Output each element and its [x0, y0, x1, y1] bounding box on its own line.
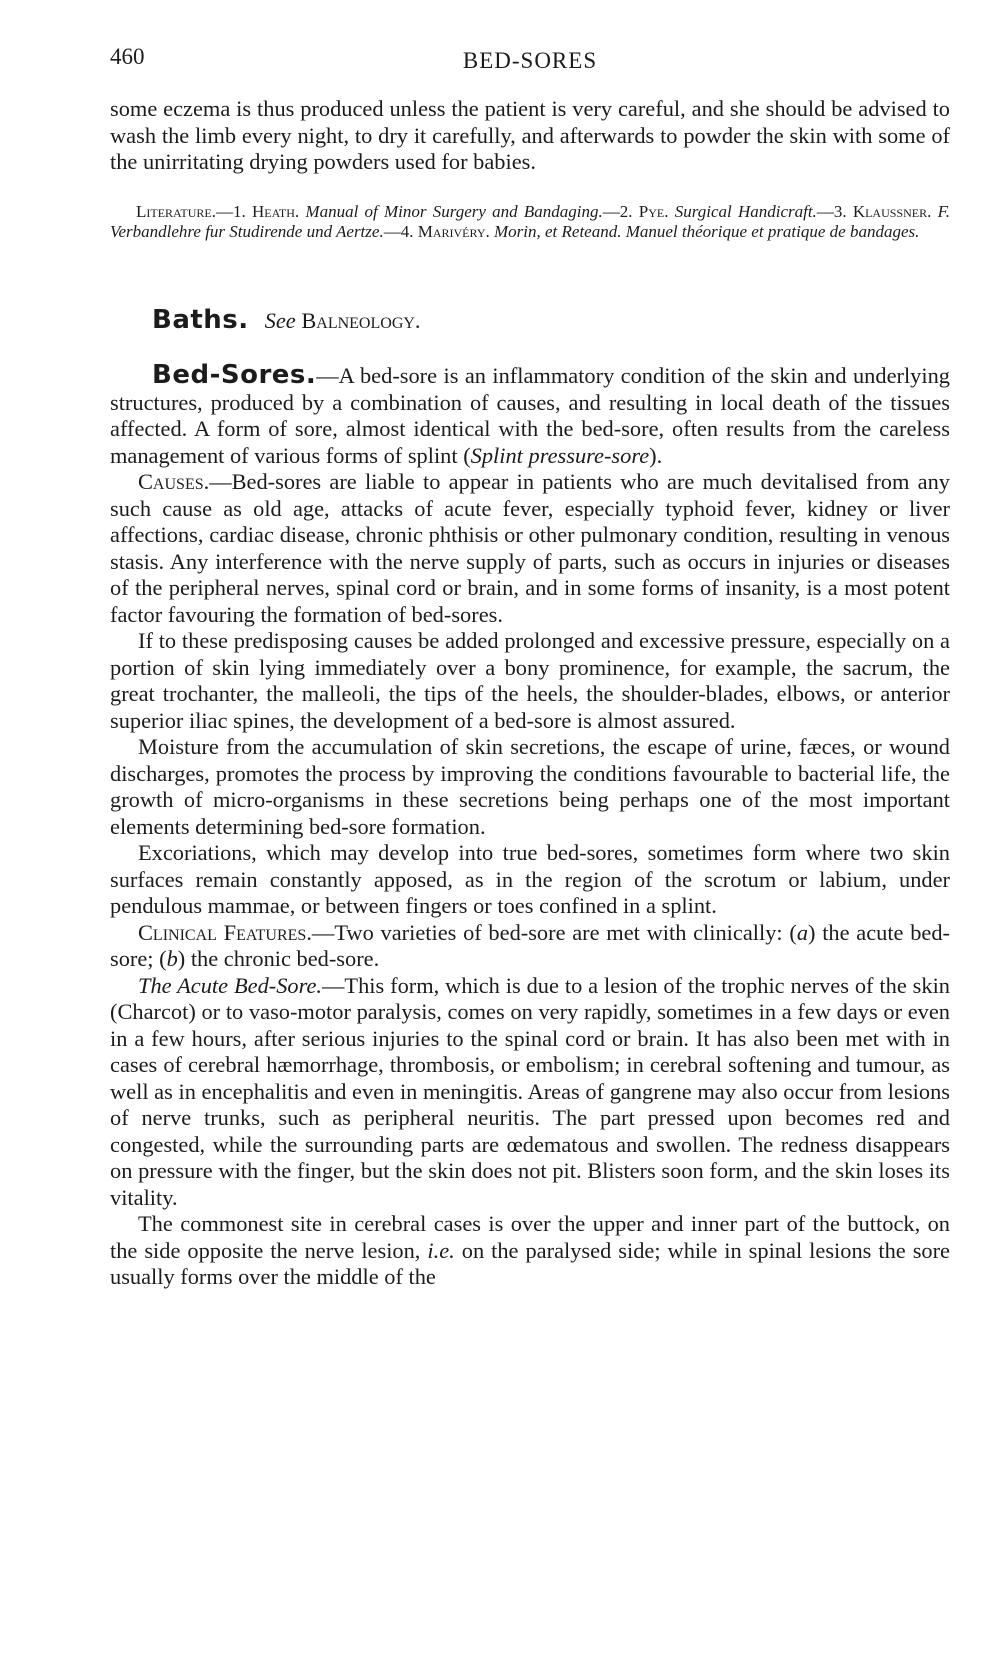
literature-ref-3-num: —3. — [816, 201, 847, 221]
acute-bedsore-label: The Acute Bed-Sore. — [138, 972, 323, 998]
commonest-site-text-2: on the paralysed side; while in spinal lesions the sore usually forms over the middle of the — [110, 1237, 950, 1289]
commonest-site-paragraph — [110, 1211, 950, 1291]
commonest-site-ie: i.e. — [427, 1237, 455, 1263]
literature-ref-4-title: Manuel théorique et pratique de bandages. — [625, 222, 920, 241]
literature-ref-1-author: Heath. — [251, 201, 300, 221]
clinical-marker-b: b — [166, 946, 178, 971]
causes-text: —Bed-sores are liable to appear in patients who are much devitalised from any such cause as old age, attacks of acute fever, especially typhoid fever, kidney or liver affections, cardiac disease, chronic phthisis or other pulmonary condition, resulting in venous stasis. Any interference with the nerve supply of parts, such as occurs in injuries or diseases of the peripheral nerves, spinal cord or brain, and in some forms of insanity, is a most potent factor favouring the formation of bed-sores. — [110, 469, 950, 627]
clinical-text-1: —Two varieties of bed-sore are met with clinically: ( — [311, 919, 797, 945]
acute-bedsore-paragraph — [110, 973, 950, 1212]
entry-baths — [110, 304, 950, 335]
literature-ref-1-num: —1. — [215, 201, 246, 221]
clinical-features-paragraph — [110, 920, 950, 973]
book-page — [110, 42, 950, 1291]
literature-ref-2-num: —2. — [602, 201, 633, 221]
acute-bedsore-text: —This form, which is due to a lesion of the trophic nerves of the skin (Charcot) or to vaso-motor paralysis, comes on very rapidly, sometimes in a few days or even in a few hours, after serious injuries to the spinal cord or brain. It has also been met with in cases of cerebral hæmorrhage, thrombosis, or embolism; in cerebral softening and tumour, as well as in encephalitis and even in meningitis. Areas of gangrene may also occur from lesions of nerve trunks, such as peripheral neuritis. The part pressed upon becomes red and congested, while the surrounding parts are œdematous and swollen. The redness disappears on pressure with the finger, but the skin does not pit. Blisters soon form, and the skin loses its vitality. — [110, 972, 950, 1210]
entry-bedsores-intro — [110, 362, 950, 469]
opening-paragraph: some eczema is thus produced unless the patient is very careful, and she should be advised to wash the limb every night, to dry it carefully, and afterwards to powder the skin with some of the unirritating drying powders used for babies. — [110, 96, 950, 174]
literature-label: Literature. — [136, 201, 216, 221]
clinical-text-3: ) the chronic bed-sore. — [177, 946, 380, 971]
cross-reference-balneology: Balneology. — [301, 307, 421, 333]
literature-ref-2-author: Pye. — [638, 201, 669, 221]
clinical-marker-a: a — [796, 919, 809, 945]
page-number: 460 — [110, 44, 145, 69]
clinical-features-label: Clinical Features. — [138, 919, 312, 945]
running-title: BED-SORES — [462, 48, 598, 73]
literature-ref-3-title: F. Verbandlehre fur Studirende und Aertze. — [110, 201, 951, 241]
literature-references — [110, 202, 950, 243]
literature-ref-4-num: —4. — [383, 222, 414, 241]
clinical-text-2: ) the acute bed-sore; ( — [110, 919, 950, 971]
entry-heading-baths: Baths. — [152, 304, 249, 335]
literature-ref-4-author: Marivéry. — [417, 222, 490, 241]
excoriations-paragraph: Excoriations, which may develop into true bed-sores, sometimes form where two skin surfaces remain constantly apposed, as in the region of the scrotum or labium, under pendulous mammae, or between fingers or toes confined in a splint. — [110, 840, 950, 918]
causes-paragraph — [110, 469, 950, 628]
literature-ref-4-author-suffix: Morin, et Reteand. — [494, 222, 622, 241]
bedsores-definition-end: ). — [649, 442, 663, 468]
causes-label: Causes. — [138, 469, 210, 494]
literature-ref-2-title: Surgical Handicraft. — [674, 201, 817, 221]
literature-ref-3-author: Klaussner. — [852, 201, 932, 221]
predisposing-paragraph: If to these predisposing causes be added prolonged and excessive pressure, especially on a portion of skin lying immediately over a bony prominence, for example, the sacrum, the great trochanter, the malleoli, the tips of the heels, the shoulder-blades, elbows, or anterior superior iliac spines, the development of a bed-sore is almost assured. — [110, 628, 950, 733]
bedsores-definition: —A bed-sore is an inflammatory condition of the skin and underlying structures, produced by a combination of causes, and resulting in local death of the tissues affected. A form of sore, almost identical with the bed-sore, often results from the careless management of various forms of splint ( — [110, 363, 950, 468]
entry-heading-bedsores: Bed-Sores. — [152, 360, 317, 390]
see-label: See — [264, 307, 296, 333]
running-head — [110, 42, 950, 82]
commonest-site-text-1: The commonest site in cerebral cases is over the upper and inner part of the buttock, on the side opposite the nerve lesion, — [110, 1211, 950, 1263]
literature-ref-1-title: Manual of Minor Surgery and Bandaging. — [305, 201, 603, 221]
moisture-paragraph: Moisture from the accumulation of skin secretions, the escape of urine, fæces, or wound discharges, promotes the process by improving the conditions favourable to bacterial life, the growth of micro-organisms in these secretions being perhaps one of the most important elements determining bed-sore formation. — [110, 734, 950, 839]
splint-pressure-sore-term: Splint pressure-sore — [470, 442, 650, 468]
